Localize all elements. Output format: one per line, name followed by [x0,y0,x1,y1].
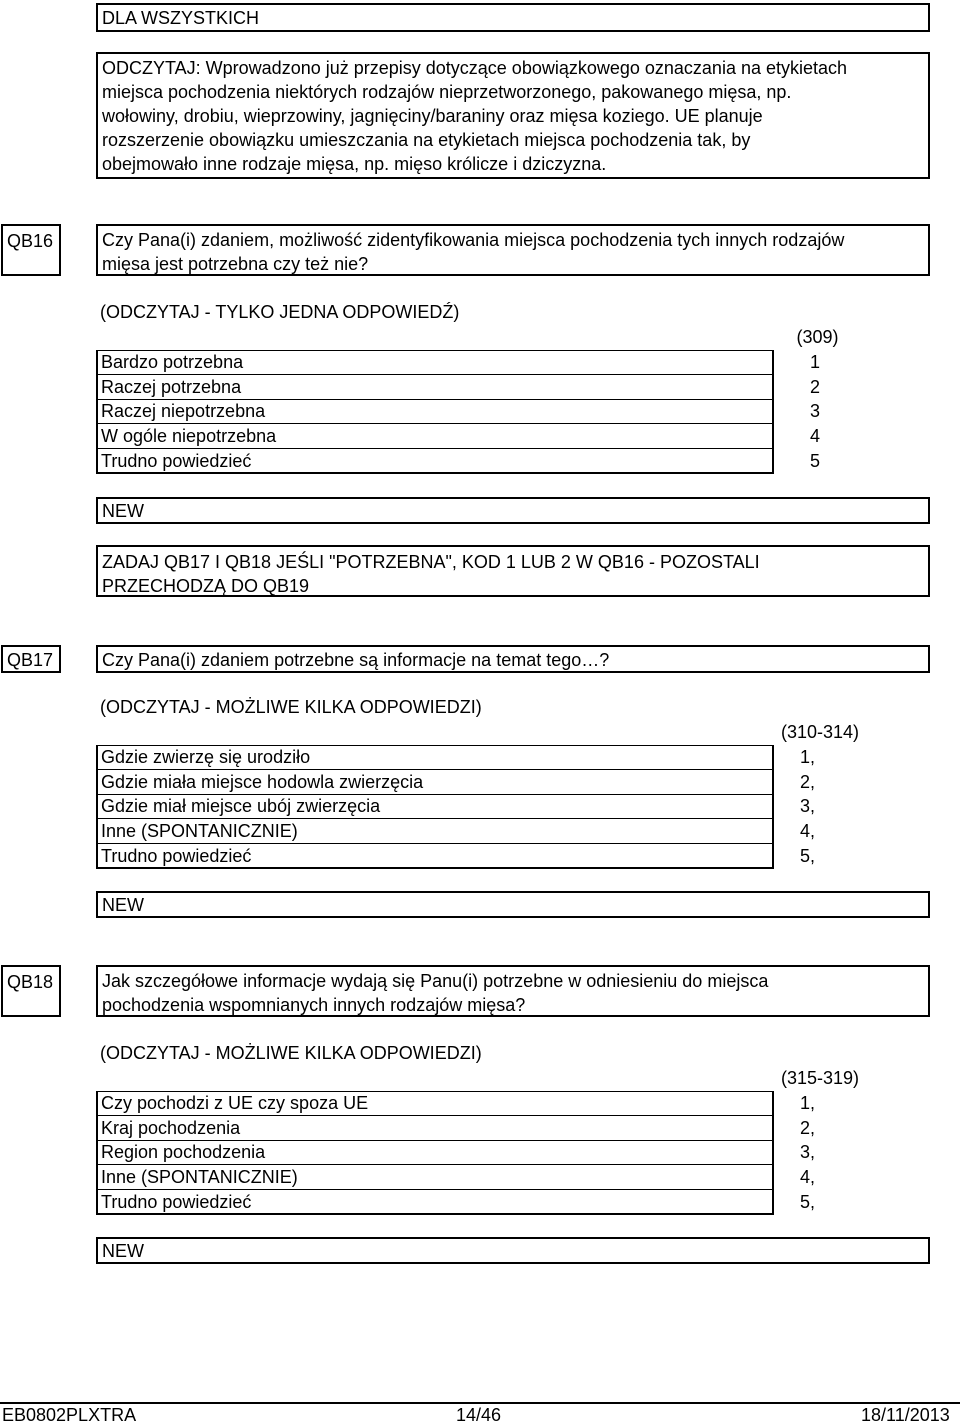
qb17-id-box [1,645,61,673]
qb18-option-right-border [772,1091,774,1215]
qb18-instruction: (ODCZYTAJ - MOŻLIWE KILKA ODPOWIEDZI) [100,1043,482,1063]
qb18-new-box [96,1237,930,1264]
qb17-option-label: Gdzie miała miejsce hodowla zwierzęcia [101,772,424,792]
qb16-option-label: W ogóle niepotrzebna [101,426,277,446]
qb16-question-line: mięsa jest potrzebna czy też nie? [102,254,369,274]
intro-line: ODCZYTAJ: Wprowadzono już przepisy dotyczące obowiązkowego oznaczania na etykietach [102,58,848,78]
qb18-option-label: Trudno powiedzieć [101,1192,252,1212]
footer-doc-code: EB0802PLXTRA [2,1405,137,1425]
qb17-option-code: 5, [799,846,815,866]
qb18-id: QB18 [7,972,54,992]
qb17-question: Czy Pana(i) zdaniem potrzebne są informacje na temat tego…? [102,650,610,670]
qb16-question-line: Czy Pana(i) zdaniem, możliwość zidentyfikowania miejsca pochodzenia tych innych rodzajów [102,230,845,250]
qb16-code-header: (309) [796,327,839,347]
qb18-option-label: Inne (SPONTANICZNIE) [101,1167,298,1187]
qb18-option-code: 3, [799,1142,815,1162]
qb18-question-line: pochodzenia wspomnianych innych rodzajów mięsa? [102,995,526,1015]
qb16-id: QB16 [7,231,54,251]
footer-page-number: 14/46 [456,1405,502,1425]
qb16-option-label: Trudno powiedzieć [101,451,252,471]
qb18-option-code: 2, [799,1118,815,1138]
qb16-option-right-border [772,350,774,474]
qb16-new-label: NEW [102,501,144,521]
intro-read-out-box [96,52,930,179]
qb17-option-code: 4, [799,821,815,841]
qb18-code-header: (315-319) [780,1068,860,1088]
qb18-option-code: 4, [799,1167,815,1187]
qb16-option-label: Raczej potrzebna [101,377,242,397]
qb16-option-label: Raczej niepotrzebna [101,401,266,421]
qb17-option-label: Trudno powiedzieć [101,846,252,866]
qb16-option-code: 4 [809,426,820,446]
qb18-option-code: 5, [799,1192,815,1212]
qb18-option-label: Region pochodzenia [101,1142,266,1162]
qb18-option-code: 1, [799,1093,815,1113]
qb16-question-box [96,224,930,276]
audience-header-box [96,3,930,32]
qb18-id-box [1,965,61,1017]
qb17-option-right-border [772,745,774,869]
qb16-new-box [96,497,930,524]
intro-line: wołowiny, drobiu, wieprzowiny, jagnięciny/baraniny oraz mięsa koziego. UE planuje [102,106,763,126]
qb16-option-code: 2 [809,377,820,397]
qb17-new-box [96,891,930,918]
audience-header-text: DLA WSZYSTKICH [102,8,260,28]
qb18-question-box [96,965,930,1017]
qb17-option-code: 1, [799,747,815,767]
intro-line: obejmowało inne rodzaje mięsa, np. mięso królicze i dziczyzna. [102,154,607,174]
qb17-id: QB17 [7,650,54,670]
filter-line: ZADAJ QB17 I QB18 JEŚLI "POTRZEBNA", KOD 1 LUB 2 W QB16 - POZOSTALI [102,552,760,572]
footer-date: 18/11/2013 [861,1405,950,1425]
qb17-option-code: 2, [799,772,815,792]
qb18-option-label: Kraj pochodzenia [101,1118,241,1138]
qb16-option-code: 5 [809,451,820,471]
filter-instruction-box [96,545,930,597]
qb17-option-code: 3, [799,796,815,816]
qb16-option-code: 1 [809,352,820,372]
intro-line: miejsca pochodzenia niektórych rodzajów nieprzetworzonego, pakowanego mięsa, np. [102,82,792,102]
qb17-new-label: NEW [102,895,144,915]
filter-line: PRZECHODZĄ DO QB19 [102,576,310,596]
qb17-option-label: Gdzie zwierzę się urodziło [101,747,311,767]
qb18-new-label: NEW [102,1241,144,1261]
qb17-code-header: (310-314) [780,722,860,742]
qb16-id-box [1,224,61,276]
qb17-option-label: Inne (SPONTANICZNIE) [101,821,298,841]
qb16-instruction: (ODCZYTAJ - TYLKO JEDNA ODPOWIEDŹ) [100,302,460,322]
qb17-option-label: Gdzie miał miejsce ubój zwierzęcia [101,796,381,816]
intro-line: rozszerzenie obowiązku umieszczania na etykietach miejsca pochodzenia tak, by [102,130,751,150]
qb17-question-box [96,645,930,673]
qb17-instruction: (ODCZYTAJ - MOŻLIWE KILKA ODPOWIEDZI) [100,697,482,717]
qb16-option-code: 3 [809,401,820,421]
qb18-question-line: Jak szczegółowe informacje wydają się Panu(i) potrzebne w odniesieniu do miejsca [102,971,769,991]
qb16-option-label: Bardzo potrzebna [101,352,244,372]
qb18-option-label: Czy pochodzi z UE czy spoza UE [101,1093,369,1113]
